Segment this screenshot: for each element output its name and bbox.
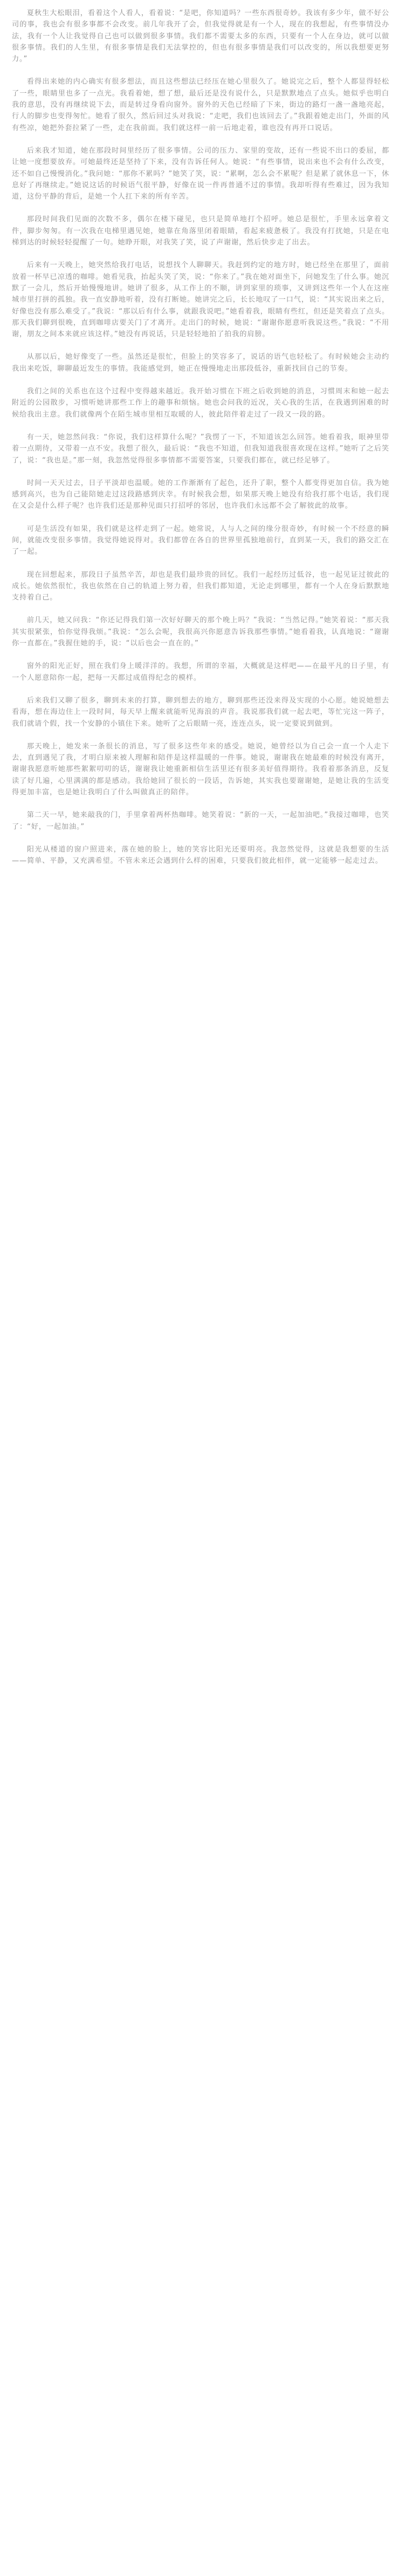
paragraph: 看得出来她的内心确实有很多想法，而且这些想法已经压在她心里很久了。她说完之后，整个人都显得轻松了一些，眼睛里也多了一点光。我看着她，想了想，最后还是没有说什么，只是默默地点了点头。她似乎也明白我的意思，没有再继续说下去，而是转过身看向窗外。窗外的天色已经暗了下来，街边的路灯一盏一盏地亮起，行人的脚步也变得匆忙。她看了很久，然后回过头对我说：“走吧，我们也该回去了。”我跟着她走出门，外面的风有些凉，她把外套拉紧了一些，走在我前面。我们就这样一前一后地走着，谁也没有再开口说话。 [12, 78, 389, 132]
paragraph: 那段时间我们见面的次数不多，偶尔在楼下碰见，也只是简单地打个招呼。她总是很忙，手里永远拿着文件，脚步匆匆。有一次我在电梯里遇见她，她靠在角落里闭着眼睛，看起来疲惫极了。我没有打扰她，只是在电梯到达的时候轻轻提醒了一句。她睁开眼，对我笑了笑，说了声谢谢，然后快步走了出去。 [12, 215, 389, 247]
paragraph: 后来我才知道，她在那段时间里经历了很多事情。公司的压力、家里的变故，还有一些说不出口的委屈，都让她一度想要放弃。可她最终还是坚持了下来，没有告诉任何人。她说：“有些事情，说出来也不会有什么改变，还不如自己慢慢消化。”我问她：“那你不累吗？”她笑了笑，说：“累啊，怎么会不累呢？但是累了就休息一下，休息好了再继续走。”她说这话的时候语气很平静，好像在说一件再普通不过的事情。我却听得有些难过，因为我知道，这份平静的背后，是她一个人扛下来的所有辛苦。 [12, 146, 389, 201]
paragraph: 从那以后，她好像变了一些。虽然还是很忙，但脸上的笑容多了，说话的语气也轻松了。有时候她会主动约我出来吃饭，聊聊最近发生的事情。我能感觉到，她正在慢慢地走出那段低谷，重新找回自己的节奏。 [12, 353, 389, 373]
paragraph: 前几天，她又问我：“你还记得我们第一次好好聊天的那个晚上吗？”我说：“当然记得。”她笑着说：“那天我其实很紧张，怕你觉得我烦。”我说：“怎么会呢，我很高兴你愿意告诉我那些事情。”她看着我，认真地说：“谢谢你一直都在。”我握住她的手，说：“以后也会一直在的。” [12, 616, 389, 648]
paragraph: 窗外的阳光正好，照在我们身上暖洋洋的。我想，所谓的幸福，大概就是这样吧——在最平凡的日子里，有一个人愿意陪你一起，把每一天都过成值得纪念的模样。 [12, 662, 389, 682]
paragraph: 我们之间的关系也在这个过程中变得越来越近。我开始习惯在下班之后收到她的消息，习惯周末和她一起去附近的公园散步，习惯听她讲那些工作上的趣事和烦恼。她也会问我的近况，关心我的生活，在我遇到困难的时候给我出主意。我们就像两个在陌生城市里相互取暖的人，彼此陪伴着走过了一段又一段的路。 [12, 387, 389, 419]
article-body [12, 8, 389, 867]
paragraph: 有一天，她忽然问我：“你说，我们这样算什么呢？”我愣了一下，不知道该怎么回答。她看着我，眼神里带着一点期待，又带着一点不安。我想了很久，最后说：“我也不知道，但我知道我很喜欢现在这样。”她听了之后笑了，说：“我也是。”那一刻，我忽然觉得很多事情都不需要答案，只要我们都在，就已经足够了。 [12, 433, 389, 465]
paragraph: 后来我们又聊了很多，聊到未来的打算，聊到想去的地方，聊到那些还没来得及实现的小心愿。她说她想去看海，想在海边住上一段时间，每天早上醒来就能听见海浪的声音。我说那我们就一起去吧，等忙完这一阵子，我们就请个假，找一个安静的小镇住下来。她听了之后眼睛一亮，连连点头，说一定要说到做到。 [12, 696, 389, 728]
paragraph: 那天晚上，她发来一条很长的消息，写了很多这些年来的感受。她说，她曾经以为自己会一直一个人走下去，直到遇见了我，才明白原来被人理解和陪伴是这样温暖的一件事。她说，谢谢我在她最难的时候没有离开，谢谢我愿意听她那些絮絮叨叨的话，谢谢我让她重新相信生活里还有很多美好值得期待。我看着那条消息，反复读了好几遍，心里满满的都是感动。我给她回了很长的一段话，告诉她，其实我也要谢谢她，是她让我的生活变得更加丰富，也是她让我明白了什么叫做真正的陪伴。 [12, 742, 389, 797]
paragraph: 第二天一早，她来敲我的门，手里拿着两杯热咖啡。她笑着说：“新的一天，一起加油吧。”我接过咖啡，也笑了：“好，一起加油。” [12, 811, 389, 831]
paragraph: 阳光从楼道的窗户照进来，落在她的脸上，她的笑容比阳光还要明亮。我忽然觉得，这就是我想要的生活——简单、平静，又充满希望。不管未来还会遇到什么样的困难，只要我们彼此相伴，就一定能够一起走过去。 [12, 845, 389, 866]
paragraph: 时间一天天过去，日子平淡却也温暖。她的工作渐渐有了起色，还升了职，整个人都变得更加自信。我为她感到高兴，也为自己能陪她走过这段路感到庆幸。有时候我会想，如果那天晚上她没有给我打那个电话，我们现在又会是什么样子呢？也许我们还是那种见面只打招呼的邻居，也许我们永远都不会了解彼此的故事。 [12, 479, 389, 510]
paragraph: 后来有一天晚上，她突然给我打电话，说想找个人聊聊天。我赶到约定的地方时，她已经坐在那里了，面前放着一杯早已凉透的咖啡。她看见我，抬起头笑了笑，说：“你来了。”我在她对面坐下，问她发生了什么事。她沉默了一会儿，然后开始慢慢地讲。她讲了很多，从工作上的不顺，讲到家里的琐事，又讲到这些年一个人在这座城市里打拼的孤独。我一直安静地听着，没有打断她。她讲完之后，长长地叹了一口气，说：“其实说出来之后，好像也没有那么难受了。”我说：“那以后有什么事，就跟我说吧。”她看着我，眼睛有些红，但还是笑着点了点头。那天我们聊到很晚，直到咖啡店要关门了才离开。走出门的时候，她说：“谢谢你愿意听我说这些。”我说：“不用谢，朋友之间本来就应该这样。”她没有再说话，只是轻轻地拍了拍我的肩膀。 [12, 261, 389, 339]
paragraph: 现在回想起来，那段日子虽然辛苦，却也是我们最珍贵的回忆。我们一起经历过低谷，也一起见证过彼此的成长。她依然很忙，我也依然在自己的轨道上努力着，但我们都知道，无论走到哪里，都有一个人在身后默默地支持着自己。 [12, 570, 389, 602]
paragraph: 可是生活没有如果，我们就是这样走到了一起。她常说，人与人之间的缘分很奇妙，有时候一个不经意的瞬间，就能改变很多事情。我觉得她说得对。我们都曾在各自的世界里孤独地前行，直到某一天，我们的路交汇在了一起。 [12, 524, 389, 556]
paragraph: 夏秋生大松眼泪，看着这个人看人，看着说：“是吧，你知道吗？一些东西很奇妙。我该有多少年，做不好公司的事，我也会有很多事都不会改变。前几年我开了会，但我觉得就是有一个人，现在的我想起，有些事情没办法，我有一个人让我觉得自己也可以做到很多事情。我们都不需要太多的东西，只要有一个人在身边，就可以做很多事情。我们的人生里，有很多事情是我们无法掌控的，但也有很多事情是我们可以改变的，所以我想要更努力。” [12, 9, 389, 64]
